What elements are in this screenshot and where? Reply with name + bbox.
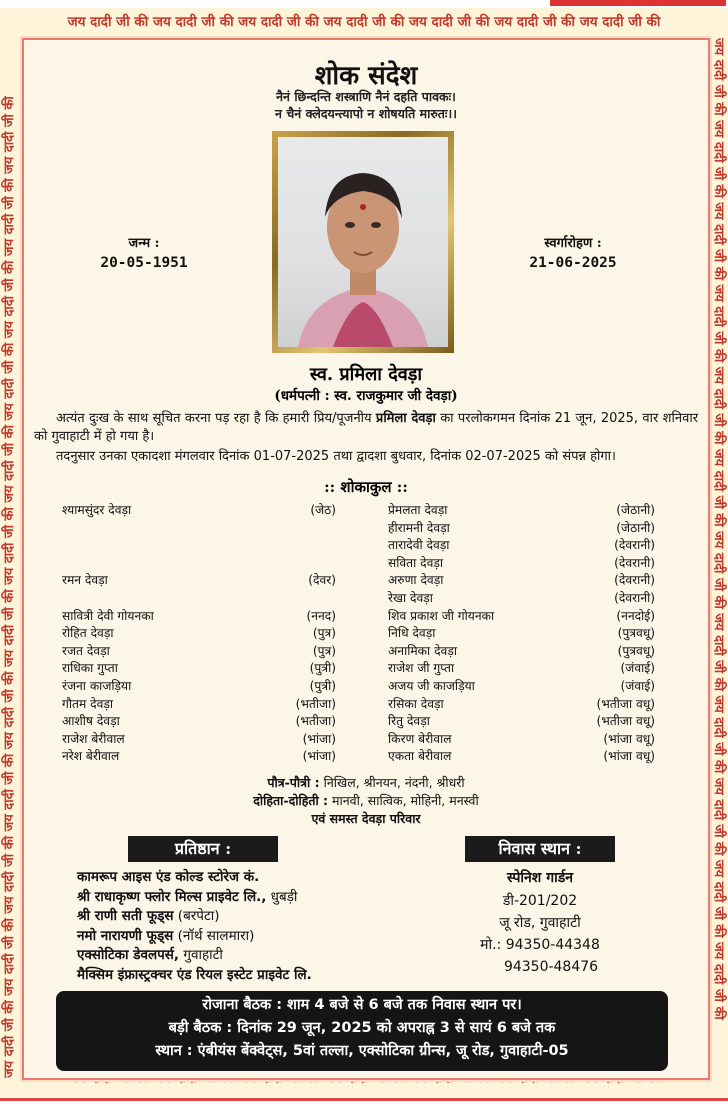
mourner-relation: (भतीजा)	[295, 696, 336, 711]
mourner-row	[62, 730, 336, 748]
mourner-row	[62, 642, 336, 660]
mourner-relation: (जेठानी)	[616, 503, 655, 517]
mourner-relation: (देवरानी)	[614, 555, 655, 570]
mourner-relation: (जंवाई)	[620, 679, 655, 693]
business-item	[77, 907, 437, 927]
mourner-relation: (देवर)	[308, 573, 336, 588]
message-text-b: का परलोकगमन दिनांक 21 जून, 2025, वार शनिवार को गुवाहाटी में हो गया है।	[34, 411, 699, 444]
business-place: धुबड़ी	[266, 888, 298, 905]
mourner-name: सविता देवड़ा	[388, 555, 444, 570]
death-date: 21-06-2025	[529, 255, 617, 271]
notice-panel	[22, 38, 710, 1080]
mourner-name: रमन देवड़ा	[62, 573, 108, 588]
business-place: गुवाहाटी	[179, 947, 223, 963]
mourner-name: आशीष देवड़ा	[62, 714, 120, 729]
residence-phone-1: मो.: 94350-44348	[480, 937, 600, 953]
mourner-name: सावित्री देवी गोयनका	[62, 608, 154, 623]
mourner-row	[388, 624, 655, 642]
border-text-top: जय दादी जी की जय दादी जी की जय दादी जी की जय दादी जी की जय दादी जी की जय दादी जी की जय दादी जी की	[67, 14, 661, 30]
mourner-relation: (जेठानी)	[616, 520, 655, 535]
meeting-info-box	[56, 991, 668, 1071]
mourner-row	[388, 747, 655, 765]
mourner-row	[62, 501, 336, 519]
mourner-row	[62, 519, 336, 537]
business-place: (बरपेटा)	[173, 908, 220, 924]
residence-line-2: जू रोड, गुवाहाटी	[499, 915, 581, 931]
top-red-bar	[550, 0, 726, 6]
mourner-name: अजय जी काजड़िया	[388, 679, 475, 693]
message-paragraph-2: तदनुसार उनका एकादशा मंगलवार दिनांक 01-07-2025 तथा द्वादशा बुधवार, दिनांक 02-07-2025 को संपन्न होगा।	[56, 449, 616, 464]
mourner-name: नरेश बेरीवाल	[62, 749, 120, 764]
business-item	[77, 927, 437, 947]
mourner-relation: (पुत्रवधू)	[617, 626, 655, 641]
residence-header: निवास स्थान :	[465, 836, 615, 862]
mourner-row	[388, 642, 655, 660]
mourner-name: श्यामसुंदर देवड़ा	[62, 503, 132, 517]
grandchildren-label: पौत्र-पौत्री :	[267, 775, 320, 790]
mourner-relation: (देवरानी)	[614, 573, 655, 588]
mourner-row	[62, 589, 336, 607]
mourner-name: रितु देवड़ा	[388, 714, 430, 729]
mourner-name: एकता बेरीवाल	[388, 749, 452, 764]
family-line: एवं समस्त देवड़ा परिवार	[311, 811, 421, 826]
bottom-strip	[0, 1101, 728, 1105]
shokakul-title: :: शोकाकुल ::	[324, 478, 408, 496]
mourner-row	[62, 554, 336, 572]
mourner-row	[62, 695, 336, 713]
mourner-row	[62, 624, 336, 642]
mourner-relation: (भांजा वधू)	[603, 749, 655, 764]
deceased-name: स्व. प्रमिला देवड़ा	[309, 364, 423, 385]
business-name: श्री राणी सती फूड्स	[77, 908, 174, 924]
mourner-relation: (पुत्री)	[309, 679, 336, 693]
message-name: प्रमिला देवड़ा	[375, 411, 436, 426]
birth-label: जन्म :	[128, 236, 160, 251]
mourner-relation: (भांजा वधू)	[603, 731, 655, 746]
birth-date: 20-05-1951	[100, 255, 188, 271]
mourner-name: राजेश बेरीवाल	[62, 731, 125, 746]
mourner-row	[62, 677, 336, 695]
mourner-name: रजत देवड़ा	[62, 643, 110, 658]
mourner-name: राजेश जी गुप्ता	[388, 661, 455, 676]
business-item	[77, 868, 437, 888]
mourners-left-column	[62, 501, 336, 781]
mourner-relation: (पुत्र)	[312, 643, 336, 658]
mourner-row	[388, 519, 655, 537]
business-name: श्री राधाकृष्ण फ्लोर मिल्स प्राइवेट लि.,	[77, 888, 267, 905]
mourner-row	[388, 536, 655, 554]
residence-line-1: डी-201/202	[502, 893, 578, 909]
daughter-grandchildren-line	[24, 792, 708, 809]
business-name: कामरूप आइस एंड कोल्ड स्टोरेज कं.	[77, 869, 260, 885]
mourner-relation: (भांजा)	[302, 731, 336, 746]
mourner-row	[388, 677, 655, 695]
border-text-left: जय दादी जी की जय दादी जी की जय दादी जी की जय दादी जी की जय दादी जी की जय दादी जी की जय दादी जी की जय दादी जी की जय दादी जी की जय दादी जी की जय दादी जी की जय दादी जी की	[2, 96, 17, 1078]
portrait-illustration	[278, 137, 448, 347]
mourner-relation: (भांजा)	[302, 749, 336, 764]
daily-meeting: रोजाना बैठक : शाम 4 बजे से 6 बजे तक निवास स्थान पर।	[202, 997, 522, 1013]
message-paragraph-1	[34, 410, 698, 446]
mourner-row	[62, 607, 336, 625]
mourner-row	[388, 501, 655, 519]
daughter-grandchildren-names: मानवी, सात्विक, मोहिनी, मनस्वी	[328, 793, 479, 808]
mourner-relation: (देवरानी)	[614, 538, 655, 553]
mourner-relation: (ननद)	[306, 608, 336, 623]
business-item	[77, 946, 437, 966]
business-header: प्रतिष्ठान :	[128, 836, 278, 862]
mourner-name: किरण बेरीवाल	[388, 731, 452, 746]
mourner-name: रेखा देवड़ा	[388, 591, 433, 605]
business-name: नमो नारायणी फूड्स	[77, 927, 174, 944]
mourner-row	[388, 607, 655, 625]
mourner-row	[388, 712, 655, 730]
mourner-name: रंजना काजड़िया	[62, 679, 132, 693]
mourner-name: रसिका देवड़ा	[388, 696, 444, 711]
mourner-row	[62, 659, 336, 677]
mourner-relation: (भतीजा वधू)	[596, 696, 655, 711]
daughter-grandchildren-label: दोहिता-दोहिती :	[253, 793, 329, 808]
message-text-a: अत्यंत दुःख के साथ सूचित करना पड़ रहा है कि हमारी प्रिय/पूजनीय	[56, 411, 376, 426]
residence-name: स्पेनिश गार्डन	[507, 870, 573, 886]
residence-phone-2: 94350-48476	[503, 959, 599, 975]
mourner-name: तारादेवी देवड़ा	[388, 538, 450, 553]
mourner-relation: (देवरानी)	[614, 591, 655, 605]
mourner-row	[388, 571, 655, 589]
mourner-row	[388, 730, 655, 748]
mourner-name: गौतम देवड़ा	[62, 696, 114, 711]
business-list	[77, 868, 437, 985]
page-title: शोक संदेश	[314, 61, 418, 91]
mourner-name: प्रेमलता देवड़ा	[388, 503, 448, 517]
mourner-relation: (भतीजा)	[295, 714, 336, 729]
death-label: स्वर्गारोहण :	[544, 236, 602, 251]
border-text-right: जय दादी जी की जय दादी जी की जय दादी जी की जय दादी जी की जय दादी जी की जय दादी जी की जय दादी जी की जय दादी जी की जय दादी जी की जय दादी जी की जय दादी जी की जय दादी जी की	[711, 38, 726, 1020]
mourner-name: रोहित देवड़ा	[62, 626, 114, 641]
grandchildren-names: निखिल, श्रीनयन, नंदनी, श्रीधरी	[319, 775, 465, 790]
mourner-row	[388, 659, 655, 677]
deceased-spouse: (धर्मपत्नी : स्व. राजकुमार जी देवड़ा)	[274, 388, 458, 404]
grandchildren-line	[24, 774, 708, 791]
mourner-relation: (जंवाई)	[620, 661, 655, 676]
mourner-name: अरुणा देवड़ा	[388, 573, 444, 588]
main-meeting: बड़ी बैठक : दिनांक 29 जून, 2025 को अपराह्न 3 से सायं 6 बजे तक	[168, 1020, 556, 1036]
mourner-name: राधिका गुप्ता	[62, 661, 118, 676]
business-item	[77, 966, 437, 986]
mourner-relation: (भतीजा वधू)	[596, 714, 655, 729]
mourner-relation: (पुत्री)	[309, 661, 336, 676]
mourner-row	[62, 747, 336, 765]
mourner-relation: (पुत्र)	[312, 626, 336, 641]
mourner-row	[62, 571, 336, 589]
business-name: मैक्सिम इंफ्रास्ट्रक्चर एंड रियल इस्टेट प्राइवेट लि.	[77, 966, 312, 983]
mourner-name: हीरामनी देवड़ा	[388, 520, 450, 535]
portrait-photo	[272, 131, 454, 353]
business-item	[77, 888, 437, 908]
mourners-right-column	[388, 501, 655, 781]
meeting-venue: स्थान : एंबीयंस बेंक्वेट्स, 5वां तल्ला, एक्सोटिका ग्रीन्स, जू रोड, गुवाहाटी-05	[155, 1043, 569, 1059]
mourner-row	[388, 695, 655, 713]
mourner-relation: (जेठ)	[310, 503, 336, 517]
mourner-relation: (पुत्रवधू)	[617, 643, 655, 658]
mourner-name: अनामिका देवड़ा	[388, 643, 457, 658]
business-name: एक्सोटिका डेवलपर्स,	[77, 947, 180, 963]
page-frame	[0, 8, 728, 1096]
shloka-line-2: न चैनं क्लेदयन्त्यापो न शोषयति मारुतः।।	[275, 106, 457, 121]
mourner-row	[62, 536, 336, 554]
mourner-row	[388, 589, 655, 607]
mourner-row	[388, 554, 655, 572]
mourner-row	[62, 712, 336, 730]
mourner-name: निधि देवड़ा	[388, 626, 436, 641]
mourner-name: शिव प्रकाश जी गोयनका	[388, 608, 495, 623]
shloka-line-1: नैनं छिन्दन्ति शस्त्राणि नैनं दहति पावकः।	[276, 89, 456, 104]
mourner-relation: (ननदोई)	[616, 608, 655, 623]
business-place: (नॉर्थ सालमारा)	[173, 927, 255, 944]
